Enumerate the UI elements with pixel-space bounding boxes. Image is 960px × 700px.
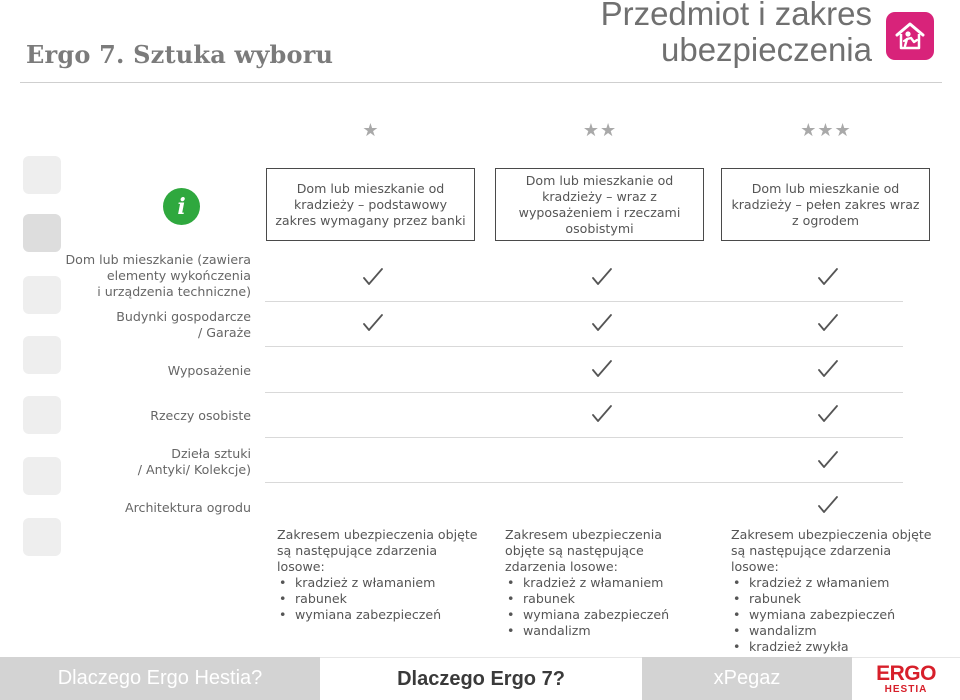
page-title-line-1: Przedmiot i zakres [600,0,872,32]
column-header-full[interactable] [721,168,930,241]
check-icon [817,496,839,514]
sidebar-tile-4[interactable] [23,336,61,374]
row-label-line: Dom lub mieszkanie (zawiera [65,252,251,267]
rating-stars-1: ★ [362,120,380,141]
check-icon [591,268,613,286]
rating-stars-3: ★★★ [800,120,852,141]
check-icon [362,268,384,286]
check-icon [817,268,839,286]
description-line: zdarzenia losowe: [505,559,618,574]
bottom-nav [0,657,960,700]
row-label-line: Rzeczy osobiste [150,408,251,423]
title-divider [20,82,942,83]
coverage-item: • wandalizm [731,623,941,639]
description-line: Zakresem ubezpieczenia objęte [277,527,478,542]
check-icon [817,451,839,469]
coverage-item: • kradzież z włamaniem [277,575,482,591]
column-header-basic[interactable] [266,168,475,241]
check-icon [817,314,839,332]
description-line: są następujące zdarzenia losowe: [731,543,892,574]
column-header-label: Dom lub mieszkanie od kradzieży – wraz z wyposażeniem i rzeczami osobistymi [518,172,681,236]
check-icon [817,405,839,423]
app-title: Ergo 7. Sztuka wyboru [26,40,334,69]
tab-xpegaz[interactable]: xPegaz [642,657,852,700]
check-icon [591,360,613,378]
row-label-line: Dzieła sztuki [171,446,251,461]
description-line: losowe: [277,559,325,574]
info-icon[interactable]: i [163,188,200,225]
sidebar-tile-2[interactable] [23,214,61,252]
sidebar-tile-7[interactable] [23,518,61,556]
coverage-item: • rabunek [505,591,710,607]
rating-stars-2: ★★ [582,120,618,141]
ergo-hestia-logo [852,657,960,700]
coverage-list [731,575,941,655]
sidebar-tile-3[interactable] [23,276,61,314]
check-icon [817,360,839,378]
coverage-item: • rabunek [277,591,482,607]
row-label-line: / Garaże [198,325,251,340]
coverage-list [505,575,710,639]
coverage-item: • kradzież z włamaniem [731,575,941,591]
description-line: Zakresem ubezpieczenia [505,527,662,542]
row-divider [265,437,903,438]
house-person-icon[interactable] [886,12,934,60]
row-label-line: Architektura ogrodu [125,500,251,515]
page-title-line-2: ubezpieczenia [661,31,872,68]
row-label-line: / Antyki/ Kolekcje) [137,462,251,477]
coverage-list [277,575,482,623]
coverage-item: • kradzież z włamaniem [505,575,710,591]
coverage-item: • kradzież zwykła [731,639,941,655]
description-line: Zakresem ubezpieczenia objęte [731,527,932,542]
column-header-standard[interactable] [495,168,704,241]
row-label-wyposazenie [168,363,251,379]
sidebar-tile-1[interactable] [23,156,61,194]
row-divider [265,346,903,347]
row-label-rzeczy [150,408,251,424]
coverage-item: • wymiana zabezpieczeń [277,607,482,623]
row-label-line: elementy wykończenia [106,268,251,283]
row-label-budynki [116,309,251,341]
description-line: objęte są następujące [505,543,644,558]
check-icon [362,314,384,332]
coverage-item: • rabunek [731,591,941,607]
coverage-item: • wymiana zabezpieczeń [731,607,941,623]
logo-text-bottom: HESTIA [884,683,928,695]
column-header-label: Dom lub mieszkanie od kradzieży – podstawowy zakres wymagany przez banki [275,180,466,228]
row-label-line: Budynki gospodarcze [116,309,251,324]
row-label-line: i urządzenia techniczne) [97,284,251,299]
description-line: są następujące zdarzenia [277,543,438,558]
coverage-description-basic [277,527,482,623]
coverage-description-standard [505,527,710,639]
check-icon [591,405,613,423]
sidebar-tile-5[interactable] [23,396,61,434]
row-label-dziela [138,446,251,478]
row-divider [265,392,903,393]
check-icon [591,314,613,332]
column-header-label: Dom lub mieszkanie od kradzieży – pełen zakres wraz z ogrodem [731,180,920,228]
logo-text-top: ERGO [876,661,936,685]
row-label-dom [65,252,251,300]
page-title [601,0,872,68]
tab-dlaczego-ergo-7[interactable]: Dlaczego Ergo 7? [320,657,642,700]
row-divider [265,301,903,302]
tab-dlaczego-ergo-hestia[interactable]: Dlaczego Ergo Hestia? [0,657,320,700]
row-label-ogrod [125,500,251,516]
coverage-item: • wymiana zabezpieczeń [505,607,710,623]
row-label-line: Wyposażenie [167,363,251,378]
sidebar-tile-6[interactable] [23,457,61,495]
coverage-description-full [731,527,941,655]
coverage-item: • wandalizm [505,623,710,639]
row-divider [265,482,903,483]
